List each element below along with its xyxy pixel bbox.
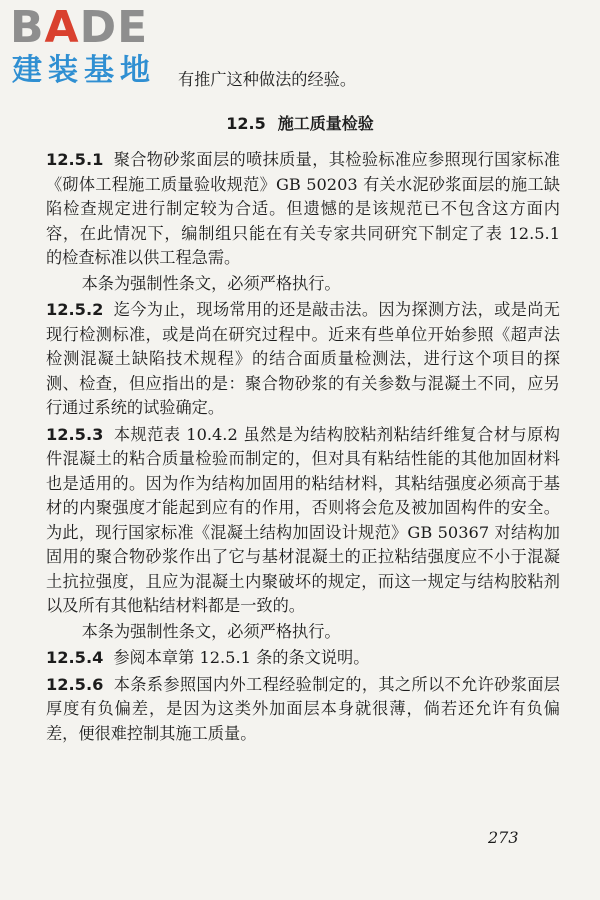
continued-text-line: 有推广这种做法的经验。: [178, 70, 357, 89]
clause-text: 迄今为止，现场常用的还是敲击法。因为探测方法，或是尚无现行检测标准，或是尚在研究过程中。近来有些单位开始参照《超声法检测混凝土缺陷技术规程》的结合面质量检测法，进行这个项目的探测、检查，但应指出的是：聚合物砂浆的有关参数与混凝土不同，应另行通过系统的试验确定。: [46, 300, 560, 418]
clause-number: 12.5.4: [46, 648, 104, 668]
section-number: 12.5: [226, 114, 266, 133]
mandatory-note: 本条为强制性条文，必须严格执行。: [81, 622, 341, 642]
clause-text: 本规范表 10.4.2 虽然是为结构胶粘剂粘结纤维复合材与原构件混凝土的粘合质量检验而制定的，但对具有粘结性能的其他加固材料也是适用的。因为作为结构加固用的粘结材料，其粘结强度必须高于基材的内聚强度才能起到应有的作用，否则将会危及被加固构件的安全。为此，现行国家标准《混凝土结构加固设计规范》GB 50367 对结构加固用的聚合物砂浆作出了它与基材混凝土的正拉粘结强度应不小于混凝土抗拉强度，且应为混凝土内聚破坏的规定，而这一规定与结构胶粘剂以及所有其他粘结材料都是一致的。: [46, 424, 560, 616]
clause-text: 本条系参照国内外工程经验制定的，其之所以不允许砂浆面层厚度有负偏差，是因为这类外加面层本身就很薄，倘若还允许有负偏差，便很难控制其施工质量。: [46, 674, 560, 743]
logo-chinese-name: 建装基地: [12, 53, 156, 88]
clause-text: 聚合物砂浆面层的喷抹质量，其检验标准应参照现行国家标准《砌体工程施工质量验收规范》GB 50203 有关水泥砂浆面层的施工缺陷检查规定进行制定较为合适。但遗憾的是该规范已不包含这方面内容，在此情况下，编制组只能在有关专家共同研究下制定了表 12.5.1 的检查标准以供工程急需。: [46, 150, 560, 267]
clause-number: 12.5.1: [46, 150, 104, 169]
clause: [46, 423, 560, 619]
clause: [46, 646, 560, 671]
clause: [46, 673, 560, 747]
article-body: [46, 148, 560, 748]
clause-number: 12.5.2: [46, 300, 104, 320]
clause: [46, 298, 560, 421]
clause: [46, 148, 560, 271]
clause-number: 12.5.6: [46, 674, 104, 694]
section-title: 施工质量检验: [277, 114, 374, 133]
clause-number: 12.5.3: [46, 424, 104, 444]
logo-wordmark: BADE: [10, 2, 149, 53]
section-heading: [0, 112, 600, 136]
page-number: 273: [488, 828, 519, 847]
clause-text: 参阅本章第 12.5.1 条的条文说明。: [113, 648, 370, 668]
mandatory-note: 本条为强制性条文，必须严格执行。: [81, 274, 341, 294]
